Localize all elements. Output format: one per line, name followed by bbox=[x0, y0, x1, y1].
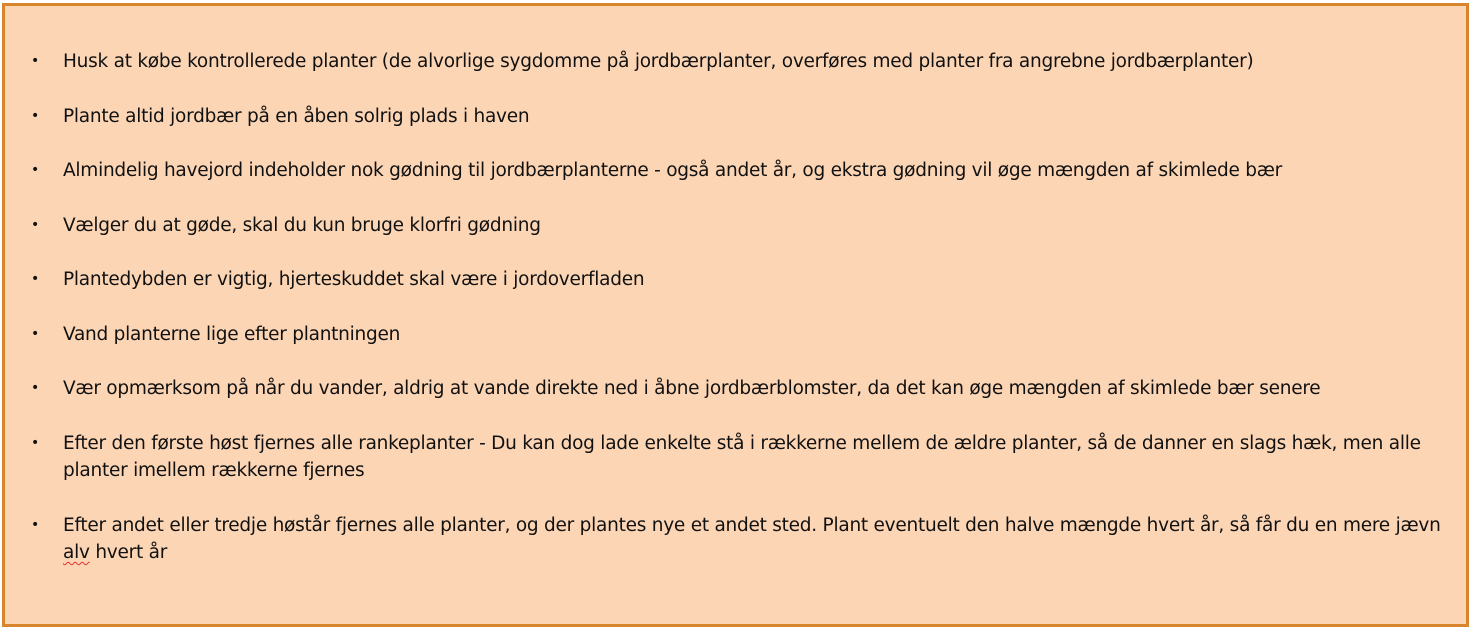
list-item bbox=[29, 430, 1449, 484]
list-item bbox=[29, 266, 1449, 293]
list-item-text: Vær opmærksom på når du vander, aldrig at vande direkte ned i åbne jordbærblomster, da det kan øge mængden af skimlede bær senere bbox=[63, 378, 1321, 399]
list-item-text: Husk at købe kontrollerede planter (de alvorlige sygdomme på jordbærplanter, overføres med planter fra angrebne jordbærplanter) bbox=[63, 51, 1254, 72]
bullet-icon: • bbox=[31, 217, 40, 233]
list-item-text: Vælger du at gøde, skal du kun bruge klorfri gødning bbox=[63, 215, 541, 236]
list-item-text: Efter den første høst fjernes alle rankeplanter - Du kan dog lade enkelte stå i rækkerne mellem de ældre planter, så de danner en slags hæk, men alle planter imellem rækkerne fjernes bbox=[63, 433, 1421, 481]
tips-box bbox=[2, 3, 1469, 627]
list-item-text: Almindelig havejord indeholder nok gødning til jordbærplanterne - også andet år, og ekstra gødning vil øge mængden af skimlede bær bbox=[63, 160, 1283, 181]
bullet-icon: • bbox=[31, 517, 40, 533]
bullet-icon: • bbox=[31, 108, 40, 124]
list-item bbox=[29, 321, 1449, 348]
list-item-text: Vand planterne lige efter plantningen bbox=[63, 324, 401, 345]
list-item bbox=[29, 512, 1449, 566]
spellcheck-flagged-word[interactable]: alv bbox=[63, 542, 90, 563]
bullet-icon: • bbox=[31, 435, 40, 451]
list-item-text: Plantedybden er vigtig, hjerteskuddet skal være i jordoverfladen bbox=[63, 269, 645, 290]
list-item-text-main: Efter andet eller tredje høstår fjernes alle planter, og der plantes nye et andet sted. Plant eventuelt den halve mængde hvert år, så får du en mere jævn bbox=[63, 515, 1441, 536]
list-item-text bbox=[63, 512, 1449, 566]
list-item bbox=[29, 157, 1449, 184]
list-item bbox=[29, 375, 1449, 402]
list-item bbox=[29, 103, 1449, 130]
list-item-text-tail: hvert år bbox=[95, 542, 168, 563]
bullet-icon: • bbox=[31, 380, 40, 396]
bullet-icon: • bbox=[31, 162, 40, 178]
bullet-icon: • bbox=[31, 326, 40, 342]
bullet-icon: • bbox=[31, 53, 40, 69]
list-item bbox=[29, 212, 1449, 239]
bullet-icon: • bbox=[31, 271, 40, 287]
list-item-text: Plante altid jordbær på en åben solrig plads i haven bbox=[63, 106, 530, 127]
list-item bbox=[29, 48, 1449, 75]
